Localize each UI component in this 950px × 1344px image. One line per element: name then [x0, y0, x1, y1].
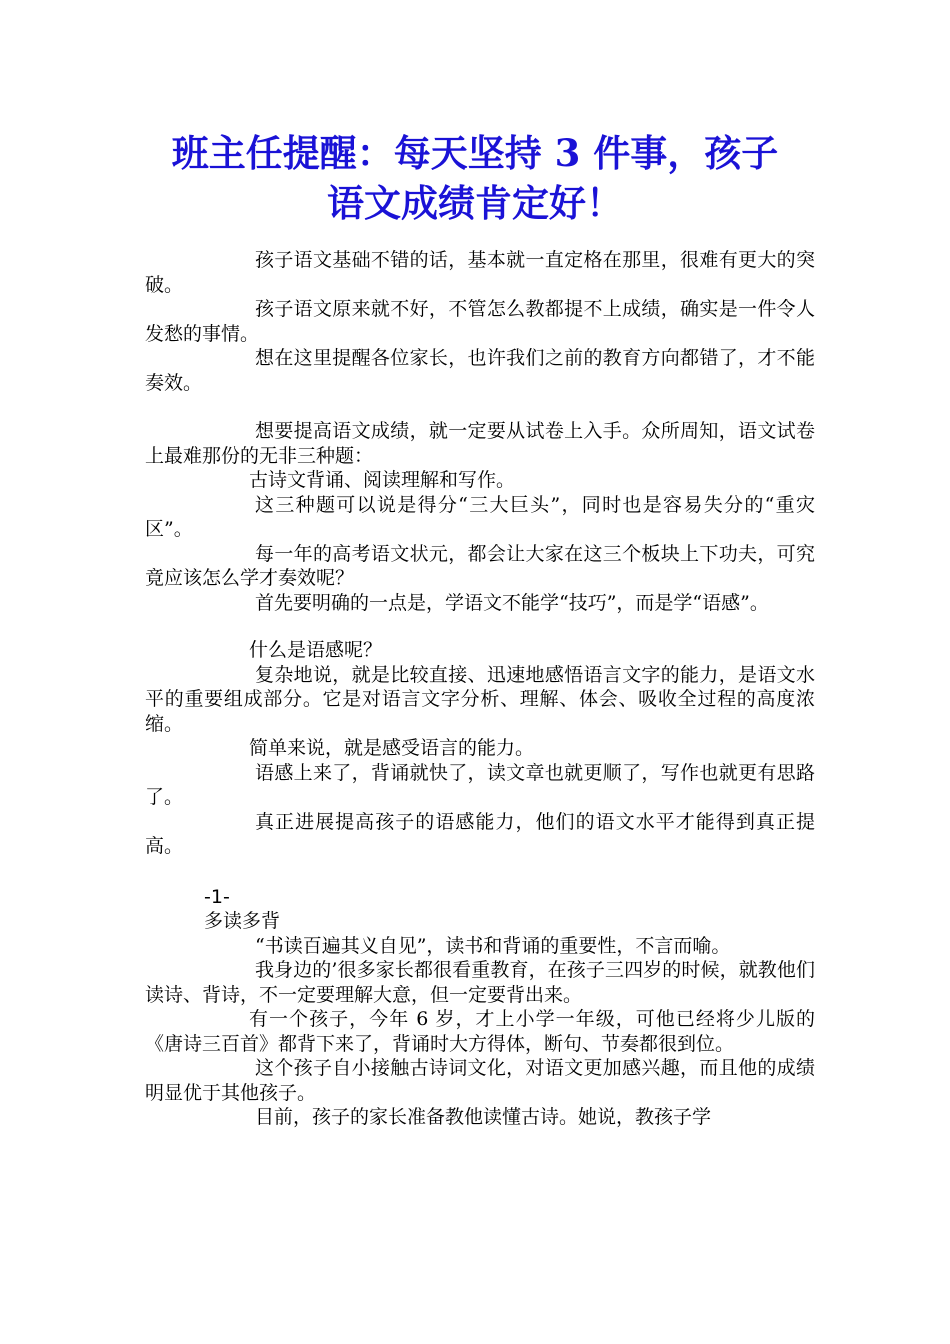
- paragraph: 这三种题可以说是得分“三大巨头”，同时也是容易失分的“重灾区”。: [145, 493, 815, 540]
- paragraph: 想在这里提醒各位家长，也许我们之前的教育方向都错了，才不能奏效。: [145, 347, 815, 394]
- document-title: [120, 128, 830, 228]
- title-line-1: 班主任提醒：每天坚持 3 件事，孩子: [171, 131, 779, 175]
- section-heading: 多读多背: [204, 910, 281, 932]
- paragraph: 什么是语感呢？: [249, 639, 383, 661]
- section-number: -1-: [204, 885, 230, 908]
- title-line-2: 语文成绩肯定好！: [327, 181, 623, 225]
- paragraph: 我身边的’很多家长都很看重教育，在孩子三四岁的时候，就教他们读诗、背诗，不一定要理解大意，但一定要背出来。: [145, 959, 815, 1006]
- paragraph: 孩子语文原来就不好，不管怎么教都提不上成绩，确实是一件令人发愁的事情。: [145, 298, 815, 345]
- paragraph: 首先要明确的一点是，学语文不能学“技巧”，而是学“语感”。: [255, 591, 769, 614]
- paragraph: 有一个孩子，今年 6 岁，才上小学一年级，可他已经将少儿版的《唐诗三百首》都背下来了，背诵时大方得体，断句、节奏都很到位。: [145, 1008, 815, 1055]
- paragraph: 古诗文背诵、阅读理解和写作。: [249, 469, 516, 491]
- paragraph: 这个孩子自小接触古诗词文化，对语文更加感兴趣，而且他的成绩明显优于其他孩子。: [145, 1057, 815, 1104]
- paragraph: “书读百遍其义自见”，读书和背诵的重要性，不言而喻。: [255, 934, 731, 957]
- paragraph: 语感上来了，背诵就快了，读文章也就更顺了，写作也就更有思路了。: [145, 761, 815, 808]
- paragraph: 真正进展提高孩子的语感能力，他们的语文水平才能得到真正提高。: [145, 810, 815, 857]
- paragraph: 复杂地说，就是比较直接、迅速地感悟语言文字的能力，是语文水平的重要组成部分。它是对语言文字分析、理解、体会、吸收全过程的高度浓缩。: [145, 663, 815, 735]
- document-body: [145, 248, 815, 1130]
- paragraph: 每一年的高考语文状元，都会让大家在这三个板块上下功夫，可究竟应该怎么学才奏效呢？: [145, 542, 815, 589]
- paragraph: 孩子语文基础不错的话，基本就一直定格在那里，很难有更大的突破。: [145, 249, 815, 296]
- paragraph: 想要提高语文成绩，就一定要从试卷上入手。众所周知，语文试卷上最难那份的无非三种题：: [145, 420, 815, 467]
- paragraph: 简单来说，就是感受语言的能力。: [249, 737, 535, 759]
- paragraph: 目前，孩子的家长准备教他读懂古诗。她说，教孩子学: [255, 1106, 712, 1128]
